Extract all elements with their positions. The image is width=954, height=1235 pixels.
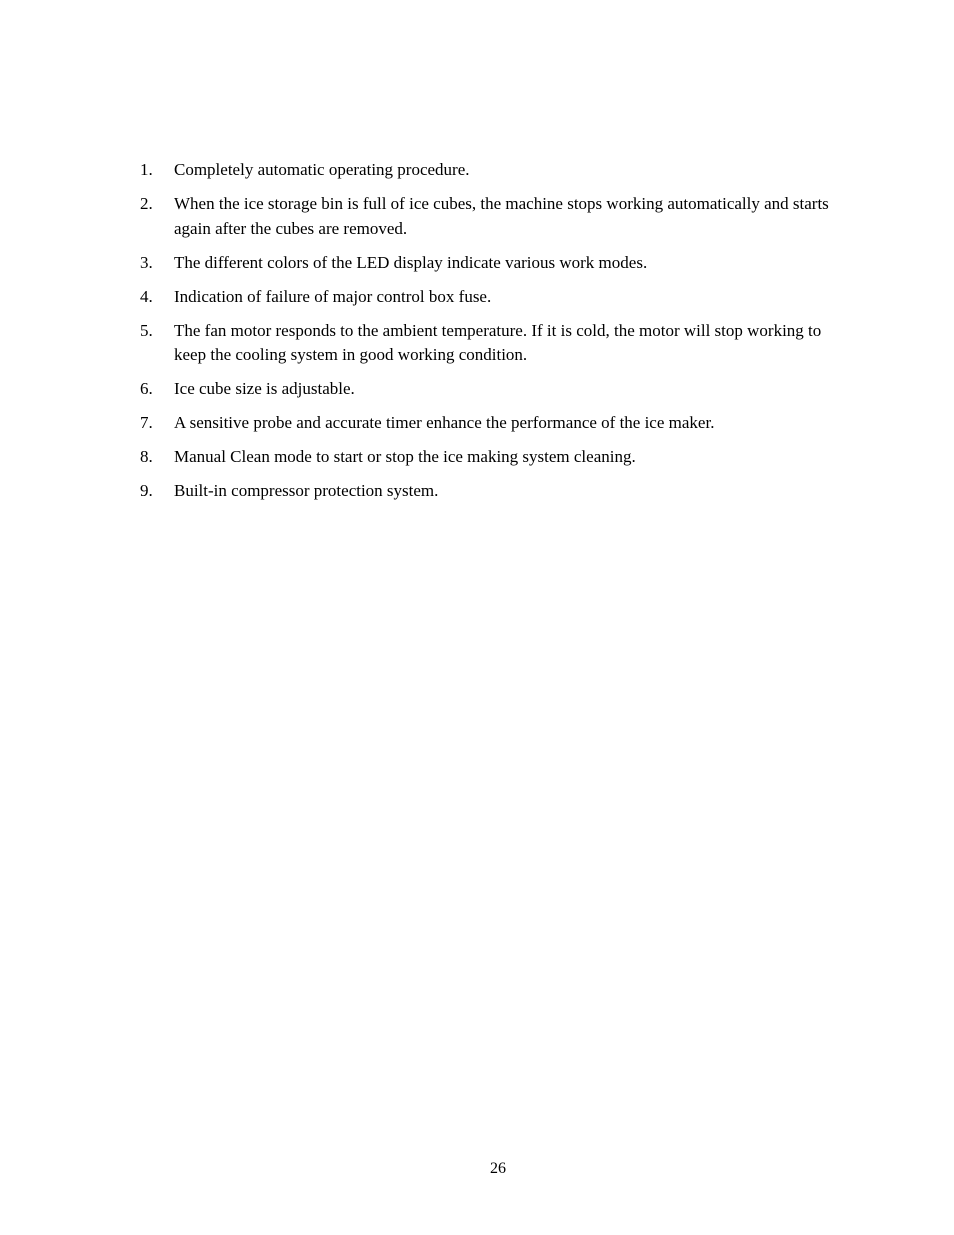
list-item-text: When the ice storage bin is full of ice cubes, the machine stops working automatically and starts again after the cubes are removed. xyxy=(174,194,829,238)
list-item-number: 1. xyxy=(140,160,153,179)
list-item xyxy=(140,479,830,504)
list-item xyxy=(140,319,830,368)
list-item xyxy=(140,445,830,470)
list-item-text: Built-in compressor protection system. xyxy=(174,481,439,500)
list-item-number: 5. xyxy=(140,320,153,340)
list-item xyxy=(140,158,830,183)
list-item-number: 4. xyxy=(140,286,153,306)
list-item-number: 3. xyxy=(140,252,153,272)
list-item xyxy=(140,251,830,276)
page-number: 26 xyxy=(490,1160,506,1177)
list-item-text: The fan motor responds to the ambient temperature. If it is cold, the motor will stop working to keep the cooling system in good working condition. xyxy=(174,320,822,364)
list-item-number: 2. xyxy=(140,194,153,213)
list-item-number: 9. xyxy=(140,481,153,500)
feature-list xyxy=(140,158,830,513)
list-item-text: The different colors of the LED display indicate various work modes. xyxy=(174,252,648,272)
list-item xyxy=(140,411,830,436)
list-item xyxy=(140,285,830,310)
list-item-number: 8. xyxy=(140,447,153,466)
list-item-text: Ice cube size is adjustable. xyxy=(174,379,355,398)
list-item xyxy=(140,192,830,241)
list-item-text: Manual Clean mode to start or stop the ice making system cleaning. xyxy=(174,447,636,466)
list-item-number: 6. xyxy=(140,379,153,398)
list-item xyxy=(140,377,830,402)
list-item-text: A sensitive probe and accurate timer enhance the performance of the ice maker. xyxy=(174,413,715,432)
list-item-text: Completely automatic operating procedure. xyxy=(174,160,470,179)
list-item-text: Indication of failure of major control box fuse. xyxy=(174,286,492,306)
list-item-number: 7. xyxy=(140,413,153,432)
